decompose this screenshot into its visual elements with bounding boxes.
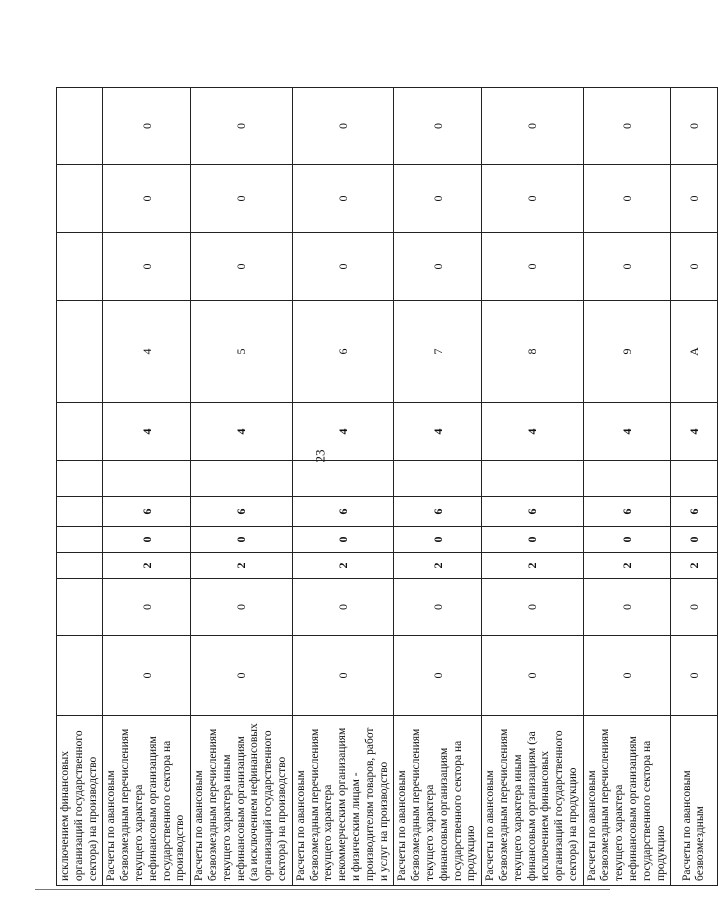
cell-kosgu-3: 6 — [671, 497, 718, 527]
cell-code-2 — [57, 579, 103, 636]
cell-kosgu-5 — [57, 403, 103, 461]
cell-kosgu-4 — [394, 461, 482, 497]
cell-kosgu-5: 4 — [583, 403, 671, 461]
cell-kosgu-4 — [671, 461, 718, 497]
cell-code-5: 0 — [482, 165, 584, 233]
row-label: Расчеты по авансовым безвозмездным перечислениям текущего характера иным финансовым организациям (за исключением финансовых организаций государственного сектора) на продукцию — [482, 716, 584, 886]
cell-code-4: 0 — [671, 233, 718, 301]
cell-kosgu-2: 0 — [292, 527, 394, 553]
row-label: Расчеты по авансовым безвозмездным перечислениям текущего характера иным нефинансовым организациям (за исключением нефинансовых организаций государственного сектора) на производство — [191, 716, 293, 886]
table-viewport — [56, 88, 707, 886]
cell-code-4: 0 — [583, 233, 671, 301]
cell-kosgu-2: 0 — [103, 527, 191, 553]
cell-code-1: 0 — [103, 636, 191, 716]
table-row — [292, 88, 394, 886]
cell-code-4 — [57, 233, 103, 301]
cell-code-6: 0 — [583, 88, 671, 165]
row-label: Расчеты по авансовым безвозмездным перечислениям текущего характера финансовым организациям государственного сектора на продукцию — [394, 716, 482, 886]
table-row — [191, 88, 293, 886]
cell-code-3: 7 — [394, 301, 482, 403]
cell-code-2: 0 — [671, 579, 718, 636]
cell-kosgu-2: 0 — [671, 527, 718, 553]
cell-code-1: 0 — [583, 636, 671, 716]
cell-code-1: 0 — [671, 636, 718, 716]
cell-code-4: 0 — [482, 233, 584, 301]
cell-kosgu-5: 4 — [292, 403, 394, 461]
cell-code-3: 5 — [191, 301, 293, 403]
cell-code-1: 0 — [191, 636, 293, 716]
cell-code-6: 0 — [103, 88, 191, 165]
table-row — [394, 88, 482, 886]
cell-kosgu-2: 0 — [482, 527, 584, 553]
cell-kosgu-3: 6 — [583, 497, 671, 527]
cell-kosgu-4 — [292, 461, 394, 497]
cell-kosgu-5: 4 — [394, 403, 482, 461]
cell-code-4: 0 — [103, 233, 191, 301]
cell-code-1 — [57, 636, 103, 716]
cell-code-1: 0 — [394, 636, 482, 716]
cell-code-5: 0 — [191, 165, 293, 233]
cell-code-2: 0 — [103, 579, 191, 636]
table-row — [583, 88, 671, 886]
rotated-table-area — [56, 88, 707, 886]
cell-code-1: 0 — [292, 636, 394, 716]
cell-code-5: 0 — [394, 165, 482, 233]
cell-kosgu-3: 6 — [103, 497, 191, 527]
row-label: Расчеты по авансовым безвозмездным — [671, 716, 718, 886]
cell-kosgu-3: 6 — [482, 497, 584, 527]
cell-kosgu-2: 0 — [394, 527, 482, 553]
cell-kosgu-1: 2 — [292, 553, 394, 579]
cell-code-6 — [57, 88, 103, 165]
cell-kosgu-4 — [583, 461, 671, 497]
bottom-rule — [35, 889, 610, 890]
cell-kosgu-2: 0 — [191, 527, 293, 553]
cell-code-4: 0 — [292, 233, 394, 301]
cell-code-4: 0 — [191, 233, 293, 301]
cell-code-5: 0 — [583, 165, 671, 233]
cell-kosgu-5: 4 — [191, 403, 293, 461]
table-row — [671, 88, 718, 886]
cell-kosgu-4 — [191, 461, 293, 497]
cell-kosgu-1: 2 — [103, 553, 191, 579]
cell-kosgu-1: 2 — [394, 553, 482, 579]
table-row — [103, 88, 191, 886]
page-number: 23 — [312, 449, 328, 463]
cell-kosgu-3: 6 — [292, 497, 394, 527]
cell-kosgu-1: 2 — [482, 553, 584, 579]
cell-kosgu-4 — [482, 461, 584, 497]
row-label: Расчеты по авансовым безвозмездным перечислениям текущего характера некоммерческим организациям и физическим лицам - производителям товаров, работ и услуг на производство — [292, 716, 394, 886]
row-label: Расчеты по авансовым безвозмездным перечислениям текущего характера нефинансовым организациям государственного сектора на продукцию — [583, 716, 671, 886]
cell-code-2: 0 — [191, 579, 293, 636]
cell-kosgu-5: 4 — [103, 403, 191, 461]
table-row — [482, 88, 584, 886]
cell-code-2: 0 — [583, 579, 671, 636]
row-label: исключением финансовых организаций государственного сектора) на производство — [57, 716, 103, 886]
cell-kosgu-3: 6 — [394, 497, 482, 527]
cell-code-6: 0 — [292, 88, 394, 165]
cell-code-5: 0 — [292, 165, 394, 233]
cell-kosgu-5: 4 — [482, 403, 584, 461]
cell-code-6: 0 — [482, 88, 584, 165]
cell-kosgu-3 — [57, 497, 103, 527]
cell-code-3: 9 — [583, 301, 671, 403]
cell-code-5: 0 — [671, 165, 718, 233]
cell-kosgu-2 — [57, 527, 103, 553]
cell-kosgu-1 — [57, 553, 103, 579]
cell-code-3: А — [671, 301, 718, 403]
cell-kosgu-4 — [57, 461, 103, 497]
cell-code-2: 0 — [292, 579, 394, 636]
cell-code-5: 0 — [103, 165, 191, 233]
cell-kosgu-2: 0 — [583, 527, 671, 553]
cell-kosgu-4 — [103, 461, 191, 497]
row-label: Расчеты по авансовым безвозмездным перечислениям текущего характера нефинансовым организациям государственного сектора на производство — [103, 716, 191, 886]
cell-code-2: 0 — [482, 579, 584, 636]
cell-code-3: 4 — [103, 301, 191, 403]
cell-code-3 — [57, 301, 103, 403]
cell-code-6: 0 — [394, 88, 482, 165]
cell-code-2: 0 — [394, 579, 482, 636]
cell-code-3: 6 — [292, 301, 394, 403]
cell-kosgu-1: 2 — [191, 553, 293, 579]
cell-kosgu-5: 4 — [671, 403, 718, 461]
cell-kosgu-3: 6 — [191, 497, 293, 527]
cell-code-1: 0 — [482, 636, 584, 716]
cell-code-4: 0 — [394, 233, 482, 301]
cell-code-6: 0 — [191, 88, 293, 165]
cell-kosgu-1: 2 — [583, 553, 671, 579]
cell-code-5 — [57, 165, 103, 233]
accounts-table — [56, 87, 718, 886]
table-body — [57, 88, 718, 886]
cell-kosgu-1: 2 — [671, 553, 718, 579]
cell-code-6: 0 — [671, 88, 718, 165]
cell-code-3: 8 — [482, 301, 584, 403]
table-row — [57, 88, 103, 886]
